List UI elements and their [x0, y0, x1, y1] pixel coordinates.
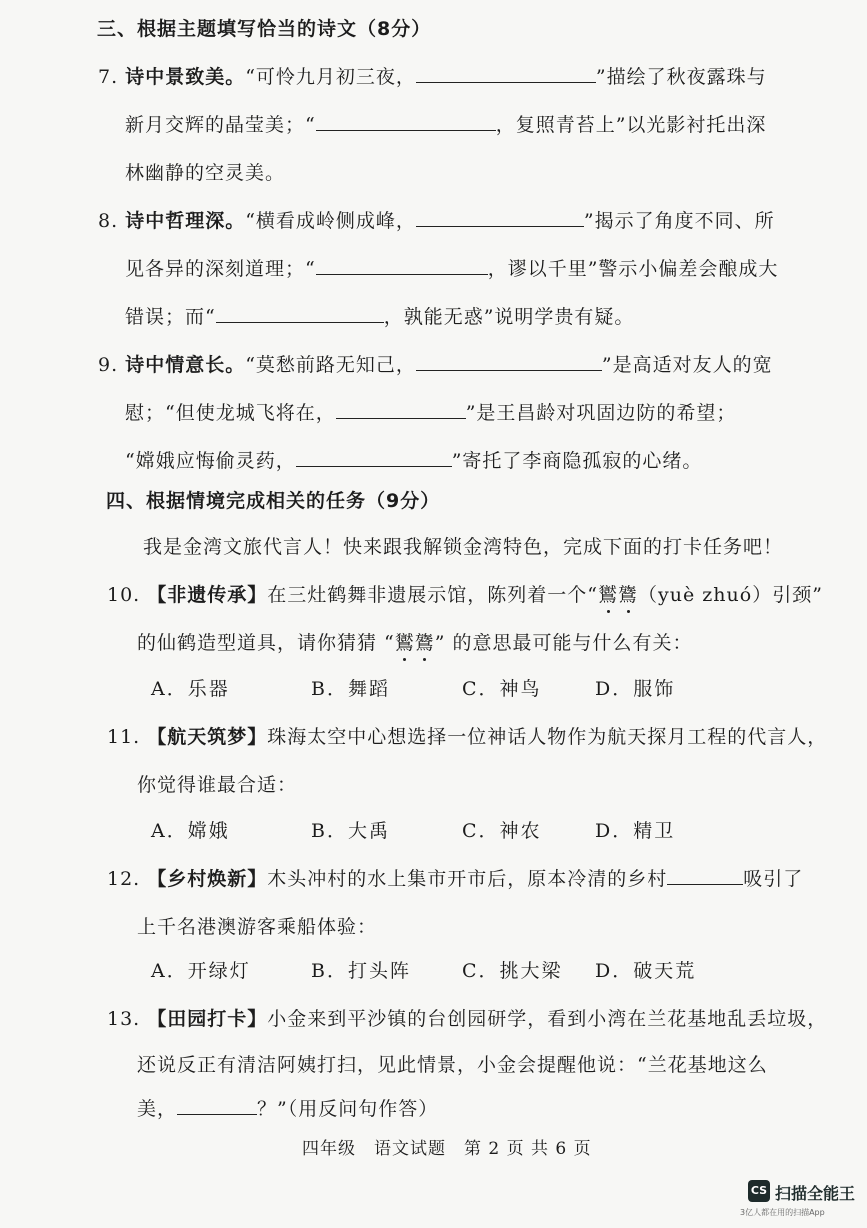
question-tag: 【航天筑梦】 — [147, 726, 268, 748]
question-8-line-1: 8. 诗中哲理深。“横看成岭侧成峰， ”揭示了角度不同、所 — [98, 210, 775, 232]
question-number: 9. — [98, 354, 119, 376]
question-heading: 诗中哲理深。 — [125, 210, 246, 232]
page-footer: 四年级 语文试题 第 2 页 共 6 页 — [302, 1139, 592, 1159]
option-a[interactable]: A．开绿灯 — [151, 960, 251, 982]
question-heading: 诗中情意长。 — [125, 354, 246, 376]
question-10-line-2: 的仙鹤造型道具，请你猜猜 “鸑鷟” 的意思最可能与什么有关： — [137, 628, 693, 655]
question-7-line-2: 新月交辉的晶莹美；“ ，复照青苔上”以光影衬托出深 — [125, 114, 767, 136]
option-a[interactable]: A．乐器 — [151, 678, 230, 700]
question-number: 13. — [107, 1008, 141, 1030]
question-13-line-1: 13. 【田园打卡】小金来到平沙镇的台创园研学，看到小湾在兰花基地乱丢垃圾， — [107, 1008, 828, 1030]
option-d[interactable]: D．精卫 — [595, 820, 676, 842]
question-9-line-1: 9. 诗中情意长。“莫愁前路无知己， ”是高适对友人的宽 — [98, 354, 773, 376]
option-d[interactable]: D．破天荒 — [595, 960, 697, 982]
question-tag: 【田园打卡】 — [147, 1008, 268, 1030]
camscanner-tagline: 3亿人都在用的扫描App — [740, 1208, 825, 1217]
camscanner-watermark — [740, 1180, 860, 1226]
answer-blank[interactable] — [216, 304, 384, 323]
question-number: 10. — [107, 584, 141, 606]
question-12-line-1: 12. 【乡村焕新】木头冲村的水上集市开市后，原本冷清的乡村 吸引了 — [107, 868, 804, 890]
option-c[interactable]: C．神鸟 — [462, 678, 542, 700]
question-number: 12. — [107, 868, 141, 890]
camscanner-logo-icon: CS — [748, 1180, 770, 1202]
answer-blank[interactable] — [296, 448, 452, 467]
question-number: 7. — [98, 66, 119, 88]
option-b[interactable]: B．舞蹈 — [311, 678, 390, 700]
question-11-line-2: 你觉得谁最合适： — [137, 774, 298, 796]
option-a[interactable]: A．嫦娥 — [151, 820, 230, 842]
section-4-title: 四、根据情境完成相关的任务（9分） — [106, 490, 441, 512]
question-9-line-2: 慰；“但使龙城飞将在， ”是王昌龄对巩固边防的希望； — [125, 402, 737, 424]
answer-blank[interactable] — [316, 112, 496, 131]
question-7-line-1: 7. 诗中景致美。“可怜九月初三夜， ”描绘了秋夜露珠与 — [98, 66, 767, 88]
question-9-line-3: “嫦娥应悔偷灵药， ”寄托了李商隐孤寂的心绪。 — [125, 450, 703, 472]
question-12-line-2: 上千名港澳游客乘船体验： — [137, 916, 378, 938]
answer-blank[interactable] — [416, 352, 602, 371]
question-10-line-1: 10. 【非遗传承】在三灶鹤舞非遗展示馆，陈列着一个“鸑鷟（yuè zhuó）引颈” — [107, 580, 823, 607]
section-4-intro: 我是金湾文旅代言人！快来跟我解锁金湾特色，完成下面的打卡任务吧！ — [143, 536, 784, 558]
answer-blank[interactable] — [316, 256, 488, 275]
question-7-line-3: 林幽静的空灵美。 — [125, 162, 286, 184]
question-13-line-3: 美， ？”（用反问句作答） — [137, 1098, 439, 1120]
question-8-line-2: 见各异的深刻道理；“ ，谬以千里”警示小偏差会酿成大 — [125, 258, 779, 280]
section-3-title: 三、根据主题填写恰当的诗文（8分） — [97, 18, 432, 40]
option-b[interactable]: B．打头阵 — [311, 960, 411, 982]
option-c[interactable]: C．神农 — [462, 820, 542, 842]
option-d[interactable]: D．服饰 — [595, 678, 676, 700]
answer-blank[interactable] — [667, 866, 743, 885]
question-number: 8. — [98, 210, 119, 232]
answer-blank[interactable] — [416, 208, 584, 227]
camscanner-name: 扫描全能王 — [775, 1184, 856, 1203]
question-11-line-1: 11. 【航天筑梦】珠海太空中心想选择一位神话人物作为航天探月工程的代言人， — [107, 726, 828, 748]
question-tag: 【乡村焕新】 — [147, 868, 268, 890]
question-number: 11. — [107, 726, 141, 748]
question-8-line-3: 错误；而“ ，孰能无惑”说明学贵有疑。 — [125, 306, 635, 328]
question-13-line-2: 还说反正有清洁阿姨打扫，见此情景，小金会提醒他说：“兰花基地这么 — [137, 1054, 768, 1076]
option-b[interactable]: B．大禹 — [311, 820, 390, 842]
answer-blank[interactable] — [336, 400, 466, 419]
question-tag: 【非遗传承】 — [147, 584, 268, 606]
answer-blank[interactable] — [416, 64, 596, 83]
question-heading: 诗中景致美。 — [125, 66, 246, 88]
option-c[interactable]: C．挑大梁 — [462, 960, 563, 982]
answer-blank[interactable] — [177, 1096, 257, 1115]
